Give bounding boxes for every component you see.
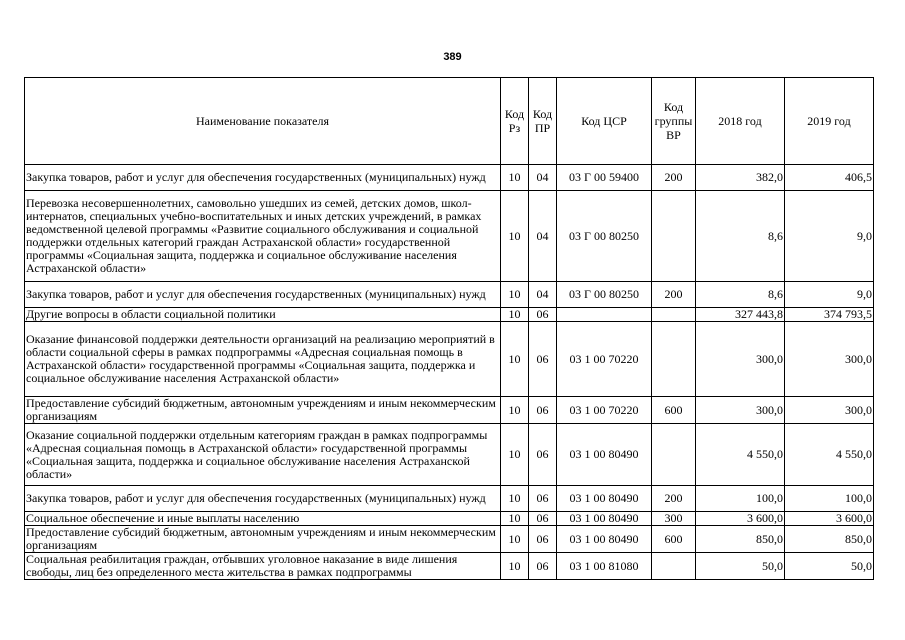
header-2019: 2019 год — [785, 78, 874, 165]
row-rz: 10 — [501, 553, 529, 580]
row-2019: 4 550,0 — [785, 424, 874, 486]
row-rz: 10 — [501, 191, 529, 282]
row-csr: 03 1 00 80490 — [557, 486, 652, 512]
row-pr: 04 — [529, 165, 557, 191]
row-2018: 327 443,8 — [696, 308, 785, 322]
header-pr: Код ПР — [529, 78, 557, 165]
row-pr: 04 — [529, 191, 557, 282]
row-vr: 600 — [652, 397, 696, 424]
table-row — [25, 308, 874, 322]
row-2019: 374 793,5 — [785, 308, 874, 322]
page-number: 389 — [443, 51, 462, 63]
row-rz: 10 — [501, 308, 529, 322]
table-row — [25, 553, 874, 580]
header-2018: 2018 год — [696, 78, 785, 165]
row-csr: 03 Г 00 59400 — [557, 165, 652, 191]
row-name: Закупка товаров, работ и услуг для обеспечения государственных (муниципальных) нужд — [25, 282, 501, 308]
row-pr: 06 — [529, 308, 557, 322]
row-rz: 10 — [501, 397, 529, 424]
row-vr — [652, 308, 696, 322]
row-csr: 03 1 00 70220 — [557, 322, 652, 397]
row-pr: 06 — [529, 424, 557, 486]
row-vr — [652, 553, 696, 580]
row-2018: 850,0 — [696, 526, 785, 553]
row-vr: 200 — [652, 165, 696, 191]
row-2018: 300,0 — [696, 322, 785, 397]
row-csr: 03 Г 00 80250 — [557, 191, 652, 282]
row-2018: 382,0 — [696, 165, 785, 191]
row-csr: 03 1 00 80490 — [557, 424, 652, 486]
row-name: Закупка товаров, работ и услуг для обеспечения государственных (муниципальных) нужд — [25, 486, 501, 512]
row-2019: 9,0 — [785, 191, 874, 282]
row-2018: 300,0 — [696, 397, 785, 424]
table-row — [25, 397, 874, 424]
header-rz: Код Рз — [501, 78, 529, 165]
table-row — [25, 486, 874, 512]
row-rz: 10 — [501, 526, 529, 553]
row-2018: 8,6 — [696, 191, 785, 282]
table-row — [25, 322, 874, 397]
row-name: Оказание финансовой поддержки деятельности организаций на реализацию мероприятий в области социальной сферы в рамках подпрограммы «Адресная социальная помощь в Астраханской области» государственной программы «Социальная защита, поддержка и социальное обслуживание населения Астраханской области» — [25, 322, 501, 397]
row-csr: 03 1 00 70220 — [557, 397, 652, 424]
row-pr: 06 — [529, 553, 557, 580]
row-name: Предоставление субсидий бюджетным, автономным учреждениям и иным некоммерческим организациям — [25, 526, 501, 553]
row-vr — [652, 424, 696, 486]
row-vr: 200 — [652, 486, 696, 512]
row-2018: 8,6 — [696, 282, 785, 308]
row-pr: 06 — [529, 397, 557, 424]
row-2019: 850,0 — [785, 526, 874, 553]
row-2019: 406,5 — [785, 165, 874, 191]
row-rz: 10 — [501, 424, 529, 486]
table-header-row — [25, 78, 874, 165]
row-pr: 06 — [529, 322, 557, 397]
row-2019: 300,0 — [785, 397, 874, 424]
row-vr: 300 — [652, 512, 696, 526]
row-csr: 03 Г 00 80250 — [557, 282, 652, 308]
row-vr: 200 — [652, 282, 696, 308]
row-csr: 03 1 00 80490 — [557, 512, 652, 526]
row-2018: 50,0 — [696, 553, 785, 580]
row-rz: 10 — [501, 322, 529, 397]
row-name: Предоставление субсидий бюджетным, автономным учреждениям и иным некоммерческим организациям — [25, 397, 501, 424]
row-csr: 03 1 00 81080 — [557, 553, 652, 580]
budget-table — [24, 77, 874, 580]
table-row — [25, 526, 874, 553]
row-2018: 3 600,0 — [696, 512, 785, 526]
row-csr — [557, 308, 652, 322]
header-csr: Код ЦСР — [557, 78, 652, 165]
row-csr: 03 1 00 80490 — [557, 526, 652, 553]
header-name: Наименование показателя — [25, 78, 501, 165]
row-name: Перевозка несовершеннолетних, самовольно ушедших из семей, детских домов, школ-интернатов, специальных учебно-воспитательных и иных детских учреждений, в рамках ведомственной целевой программы «Развитие социального обслуживания и социальной поддержки отдельных категорий граждан Астраханской области» государственной программы «Социальная защита, поддержка и социальное обслуживание населения Астраханской области» — [25, 191, 501, 282]
row-2018: 100,0 — [696, 486, 785, 512]
table-row — [25, 282, 874, 308]
table-row — [25, 512, 874, 526]
row-name: Оказание социальной поддержки отдельным категориям граждан в рамках подпрограммы «Адресная социальная помощь в Астраханской области» государственной программы «Социальная защита, поддержка и социальное обслуживание населения Астраханской области» — [25, 424, 501, 486]
row-rz: 10 — [501, 282, 529, 308]
row-2019: 3 600,0 — [785, 512, 874, 526]
row-pr: 06 — [529, 486, 557, 512]
row-vr: 600 — [652, 526, 696, 553]
row-2019: 50,0 — [785, 553, 874, 580]
table-row — [25, 191, 874, 282]
row-name: Другие вопросы в области социальной политики — [25, 308, 501, 322]
table-row — [25, 424, 874, 486]
row-name: Закупка товаров, работ и услуг для обеспечения государственных (муниципальных) нужд — [25, 165, 501, 191]
row-2018: 4 550,0 — [696, 424, 785, 486]
row-vr — [652, 322, 696, 397]
row-pr: 04 — [529, 282, 557, 308]
table-row — [25, 165, 874, 191]
row-2019: 300,0 — [785, 322, 874, 397]
row-pr: 06 — [529, 526, 557, 553]
row-rz: 10 — [501, 165, 529, 191]
row-name: Социальная реабилитация граждан, отбывших уголовное наказание в виде лишения свободы, лиц без определенного места жительства в рамках подпрограммы — [25, 553, 501, 580]
row-rz: 10 — [501, 486, 529, 512]
row-vr — [652, 191, 696, 282]
row-2019: 100,0 — [785, 486, 874, 512]
header-vr: Код группы ВР — [652, 78, 696, 165]
row-pr: 06 — [529, 512, 557, 526]
row-rz: 10 — [501, 512, 529, 526]
row-name: Социальное обеспечение и иные выплаты населению — [25, 512, 501, 526]
row-2019: 9,0 — [785, 282, 874, 308]
